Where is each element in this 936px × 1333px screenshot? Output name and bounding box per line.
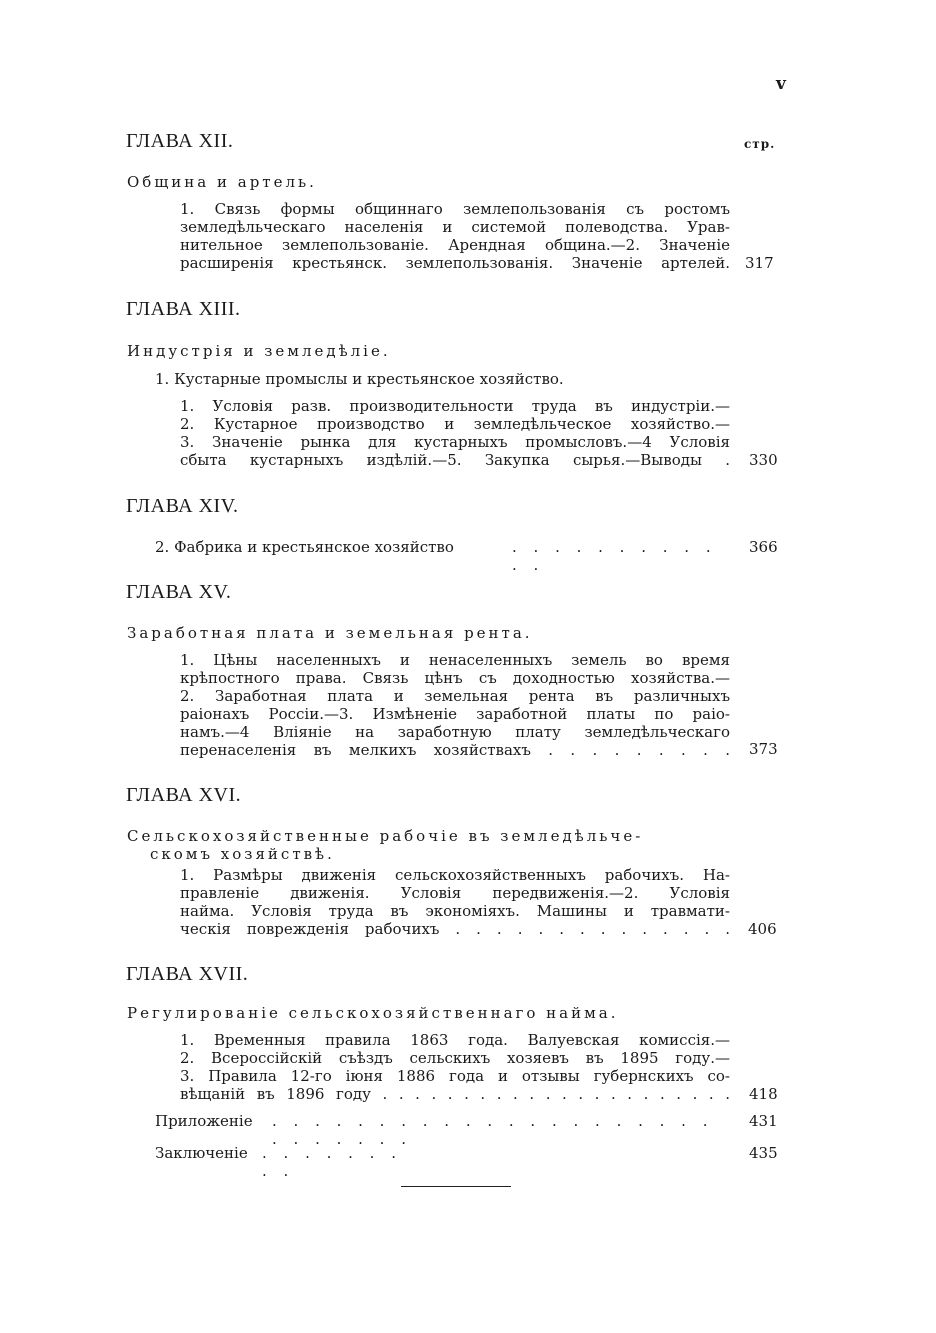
summary-line: нительное землепользованіе. Арендная община.—2. Значеніе xyxy=(180,236,730,254)
chapter-14-dot-leader: . . . . . . . . . . . . xyxy=(512,538,717,574)
appendix-dot-leader: . . . . . . . . . . . . . . . . . . . . . . . . . . . . xyxy=(272,1112,714,1148)
chapter-15-summary xyxy=(180,651,730,759)
conclusion-dot-leader: . . . . . . . . . xyxy=(262,1144,402,1180)
summary-line: 3. Значеніе рынка для кустарныхъ промысловъ.—4 Условія xyxy=(180,433,730,451)
chapter-12-summary xyxy=(180,200,730,272)
summary-line: 1. Связь формы общиннаго землепользованія съ ростомъ xyxy=(180,200,730,218)
chapter-16-section: Сельскохозяйственные рабочіе въ земледѣльче- xyxy=(127,827,644,845)
chapter-16-page: 406 xyxy=(748,920,777,938)
chapter-15-page: 373 xyxy=(749,740,778,758)
chapter-16-title: ГЛАВА XVI. xyxy=(126,784,242,806)
summary-line: 2. Кустарное производство и земледѣльческое хозяйство.— xyxy=(180,415,730,433)
summary-line: сбыта кустарныхъ издѣлій.—5. Закупка сырья.—Выводы . xyxy=(180,451,730,469)
summary-line: 1. Временныя правила 1863 года. Валуевская комиссія.— xyxy=(180,1031,730,1049)
summary-line: 2. Всероссійскій съѣздъ сельскихъ хозяевъ въ 1895 году.— xyxy=(180,1049,730,1067)
chapter-13-page: 330 xyxy=(749,451,778,469)
summary-line: найма. Условія труда въ экономіяхъ. Машины и травмати- xyxy=(180,902,730,920)
chapter-17-section: Регулированіе сельскохозяйственнаго найма. xyxy=(127,1004,619,1022)
summary-line: земледѣльческаго населенія и системой полеводства. Урав- xyxy=(180,218,730,236)
chapter-14-page: 366 xyxy=(749,538,778,556)
summary-line: 1. Размѣры движенія сельскохозяйственныхъ рабочихъ. На- xyxy=(180,866,730,884)
summary-line: 3. Правила 12-го іюня 1886 года и отзывы губернскихъ со- xyxy=(180,1067,730,1085)
chapter-13-section: Индустрія и земледѣліе. xyxy=(127,342,391,360)
appendix-page: 431 xyxy=(749,1112,778,1130)
summary-line: 1. Условія разв. производительности труда въ индустріи.— xyxy=(180,397,730,415)
chapter-14-title: ГЛАВА XIV. xyxy=(126,495,239,517)
page-column-label: стр. xyxy=(744,137,776,151)
summary-line: ческія поврежденія рабочихъ . . . . . . . . . . . . . . xyxy=(180,920,730,938)
chapter-12-title: ГЛАВА XII. xyxy=(126,130,234,152)
summary-line: намъ.—4 Вліяніе на заработную плату земледѣльческаго xyxy=(180,723,730,741)
chapter-17-title: ГЛАВА XVII. xyxy=(126,963,249,985)
summary-line: 1. Цѣны населенныхъ и ненаселенныхъ земель во время xyxy=(180,651,730,669)
summary-line: правленіе движенія. Условія передвиженія.—2. Условія xyxy=(180,884,730,902)
summary-line: 2. Заработная плата и земельная рента въ различныхъ xyxy=(180,687,730,705)
chapter-15-title: ГЛАВА XV. xyxy=(126,581,232,603)
chapter-13-title: ГЛАВА XIII. xyxy=(126,298,241,320)
chapter-13-summary xyxy=(180,397,730,469)
summary-line: крѣпостного права. Связь цѣнъ съ доходностью хозяйства.— xyxy=(180,669,730,687)
conclusion-page: 435 xyxy=(749,1144,778,1162)
chapter-13-subsection: 1. Кустарные промыслы и крестьянское хозяйство. xyxy=(155,370,564,388)
summary-line: расширенія крестьянск. землепользованія. Значеніе артелей. xyxy=(180,254,730,272)
chapter-17-summary xyxy=(180,1031,730,1103)
chapter-15-section: Заработная плата и земельная рента. xyxy=(127,624,533,642)
chapter-17-page: 418 xyxy=(749,1085,778,1103)
chapter-16-summary xyxy=(180,866,730,938)
chapter-16-section-cont: скомъ хозяйствѣ. xyxy=(150,845,335,863)
chapter-12-section: Община и артель. xyxy=(127,173,317,191)
closing-rule xyxy=(401,1186,511,1187)
summary-line: вѣщаній въ 1896 году . . . . . . . . . . . . . . . . . . . . . . xyxy=(180,1085,730,1103)
page-folio: v xyxy=(776,74,786,94)
chapter-14-entry: 2. Фабрика и крестьянское хозяйство xyxy=(155,538,454,556)
chapter-12-page: 317 xyxy=(745,254,774,272)
appendix-label: Приложеніе xyxy=(155,1112,253,1130)
conclusion-label: Заключеніе xyxy=(155,1144,248,1162)
summary-line: раіонахъ Россіи.—3. Измѣненіе заработной платы по раіо- xyxy=(180,705,730,723)
summary-line: перенаселенія въ мелкихъ хозяйствахъ . . . . . . . . . xyxy=(180,741,730,759)
